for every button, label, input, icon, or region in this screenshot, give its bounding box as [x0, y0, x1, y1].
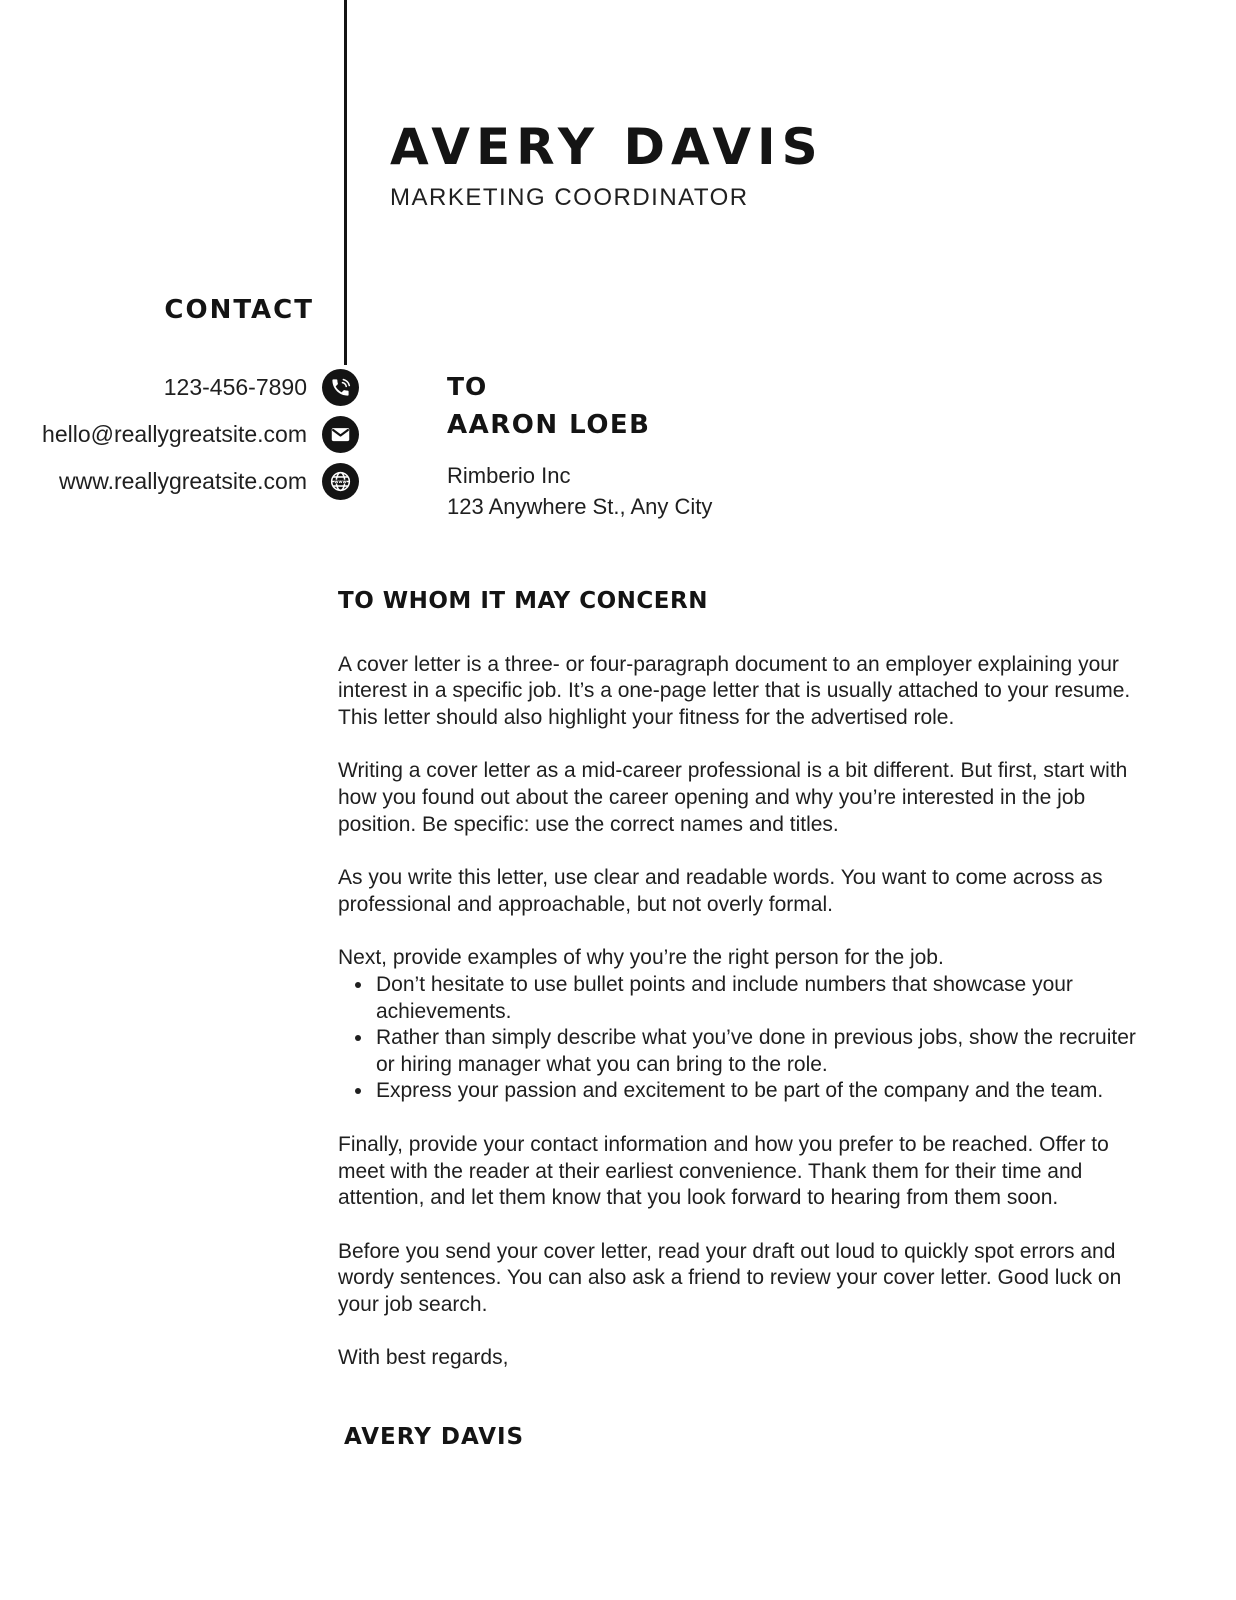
- svg-text:www: www: [334, 479, 347, 485]
- recipient-address: 123 Anywhere St., Any City: [447, 494, 713, 519]
- email-address: hello@reallygreatsite.com: [42, 420, 307, 447]
- signature-name: AVERY DAVIS: [344, 1424, 525, 1451]
- email-icon: [322, 416, 359, 453]
- bullet-list: [338, 972, 1150, 1105]
- list-item: • Express your passion and excitement to be part of the company and the team.: [374, 1078, 1150, 1105]
- recipient-name: AARON LOEB: [447, 410, 651, 440]
- paragraph: A cover letter is a three- or four-paragraph document to an employer explaining your interest in a specific job. It’s a one-page letter that is usually attached to your resume. This letter should also highlight your fitness for the advertised role.: [338, 652, 1131, 729]
- header: [390, 118, 824, 212]
- website-url: www.reallygreatsite.com: [59, 467, 307, 494]
- recipient-block: [447, 372, 712, 520]
- salutation: TO WHOM IT MAY CONCERN: [338, 588, 708, 614]
- phone-number: 123-456-7890: [163, 373, 307, 400]
- letter-body: [338, 588, 1150, 1451]
- paragraph: Before you send your cover letter, read your draft out loud to quickly spot errors and wordy sentences. You can also ask a friend to review your cover letter. Good luck on your job search.: [338, 1239, 1122, 1316]
- paragraph: As you write this letter, use clear and readable words. You want to come across as professional and approachable, but not overly formal.: [338, 866, 1103, 916]
- recipient-label: TO: [447, 372, 488, 401]
- contact-row-website: [0, 463, 362, 499]
- list-item: • Rather than simply describe what you’ve done in previous jobs, show the recruiter or hiring manager what you can bring to the role.: [374, 1025, 1150, 1078]
- recipient-company: Rimberio Inc: [447, 463, 571, 488]
- globe-icon: [322, 463, 359, 500]
- list-intro: Next, provide examples of why you’re the right person for the job.: [338, 946, 944, 970]
- contact-row-email: [0, 416, 362, 452]
- list-item: • Don’t hesitate to use bullet points and include numbers that showcase your achievements.: [374, 972, 1150, 1025]
- paragraph: Finally, provide your contact information and how you prefer to be reached. Offer to meet with the reader at their earliest convenience. Thank them for their time and attention, and let them know that you look forward to hearing from them soon.: [338, 1132, 1109, 1210]
- paragraph: Writing a cover letter as a mid-career professional is a bit different. But first, start with how you found out about the career opening and why you’re interested in the job position. Be specific: use the correct names and titles.: [338, 759, 1128, 836]
- job-title: MARKETING COORDINATOR: [390, 184, 749, 211]
- page-title: AVERY DAVIS: [390, 118, 824, 176]
- phone-icon: [322, 369, 359, 406]
- contact-heading: CONTACT: [164, 295, 314, 325]
- contact-rows: [0, 369, 362, 499]
- closing-line: With best regards,: [338, 1346, 509, 1370]
- contact-section: [0, 295, 362, 499]
- contact-row-phone: [0, 369, 362, 405]
